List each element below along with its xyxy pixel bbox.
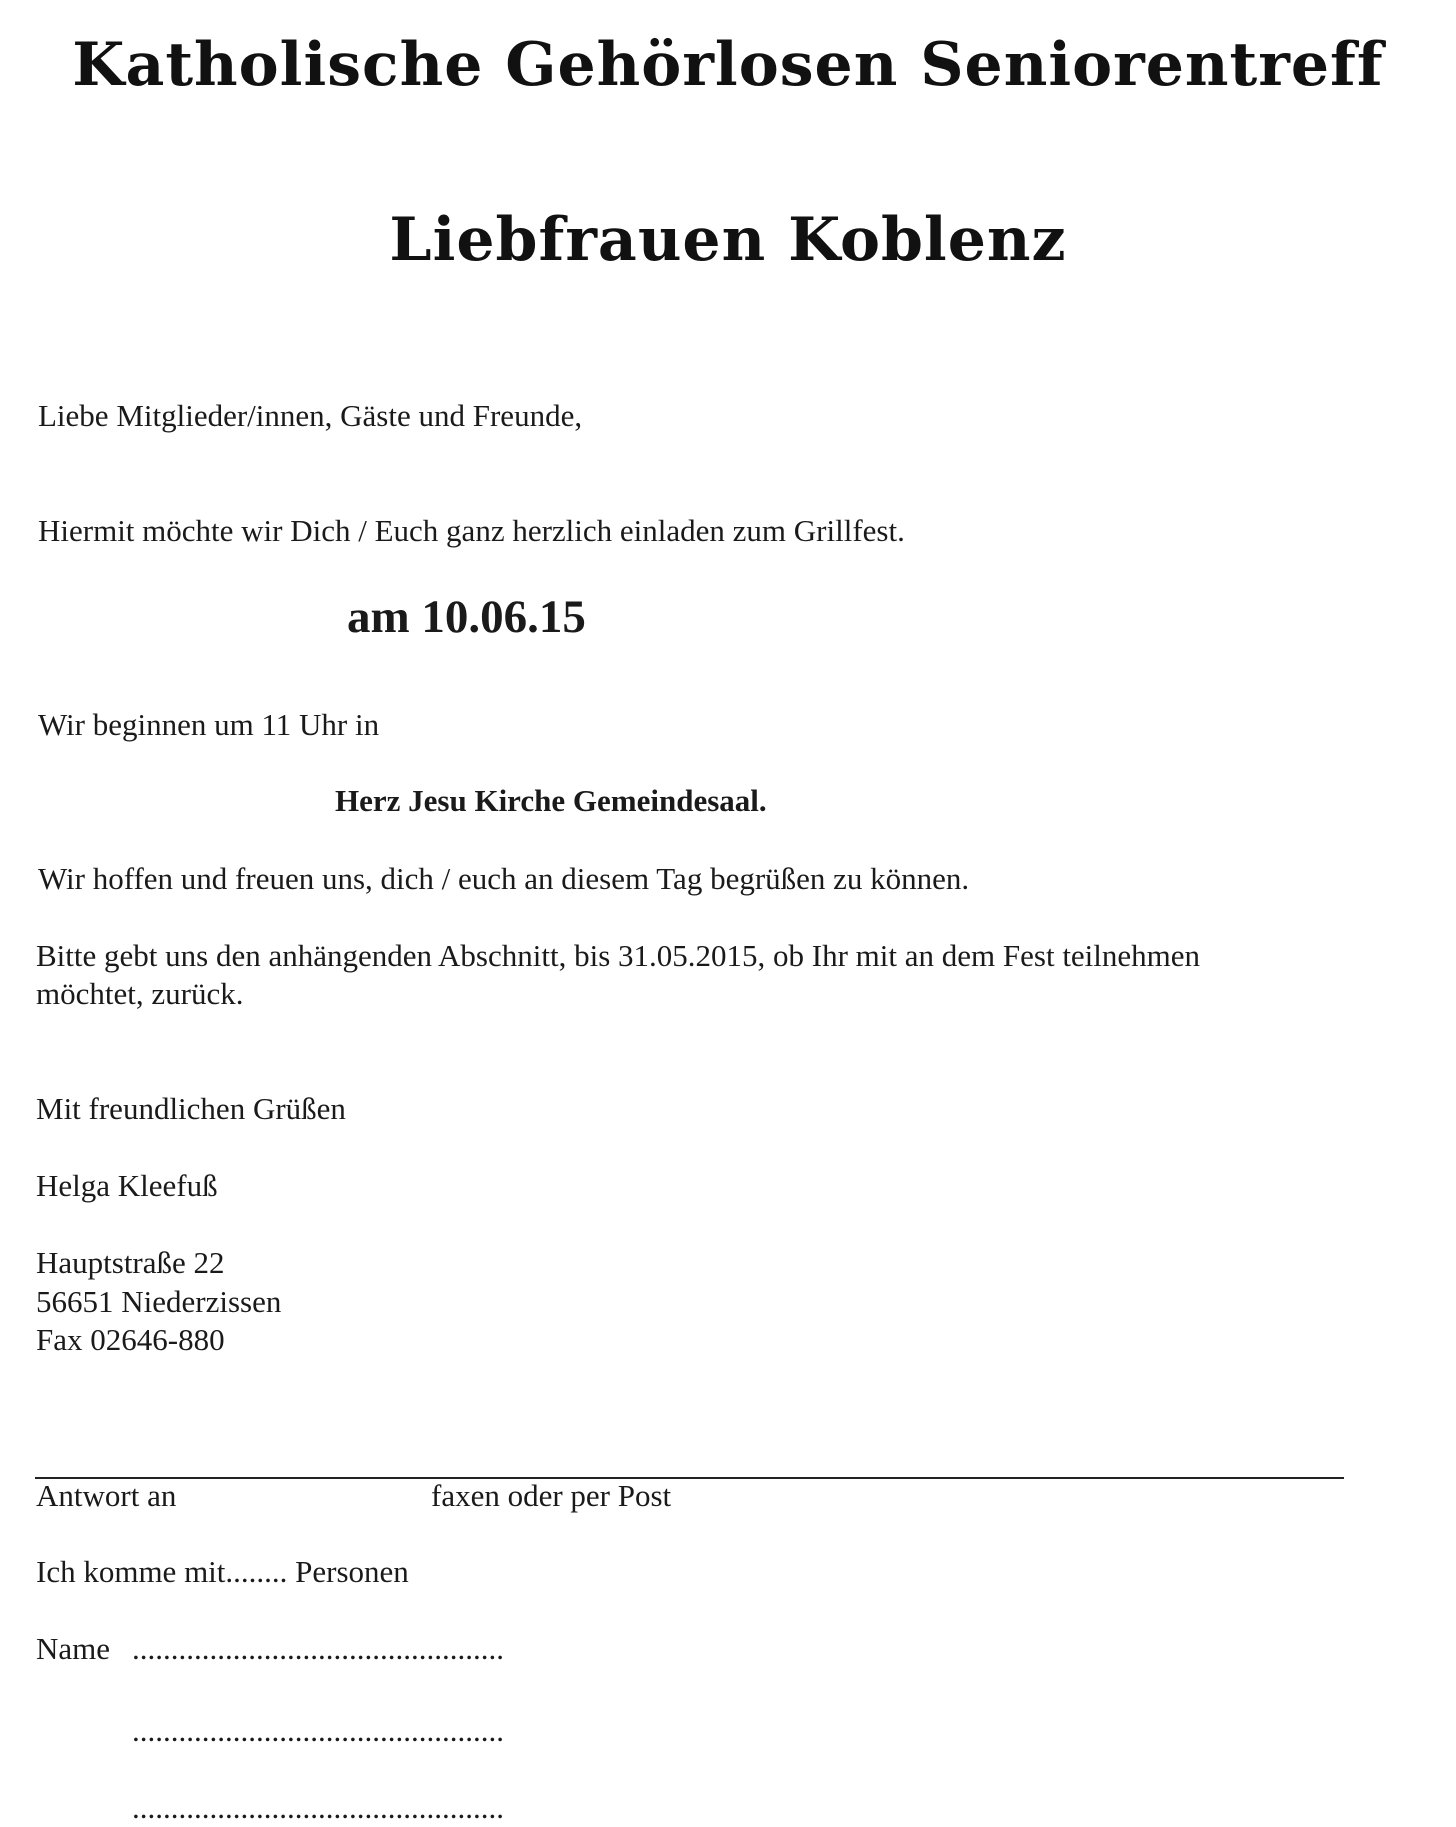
start-time-text: Wir beginnen um 11 Uhr in — [38, 707, 380, 742]
request-text-line1: Bitte gebt uns den anhängenden Abschnitt, bis 31.05.2015, ob Ihr mit an dem Fest teilnehmen — [36, 938, 1201, 973]
name-entry-line[interactable]: ................................................ — [132, 1631, 504, 1666]
reply-method-label: faxen oder per Post — [431, 1478, 672, 1513]
cut-line-divider — [35, 1477, 1344, 1479]
header-title-line2: Liebfrauen Koblenz — [389, 205, 1067, 275]
fax-number: Fax 02646-880 — [36, 1322, 225, 1357]
name-label: Name — [36, 1631, 111, 1666]
address-street: Hauptstraße 22 — [36, 1245, 225, 1280]
venue: Herz Jesu Kirche Gemeindesaal. — [335, 783, 767, 818]
header-title-line1: Katholische Gehörlosen Seniorentreff — [72, 30, 1384, 100]
reply-to-label: Antwort an — [36, 1478, 177, 1513]
invitation-text: Hiermit möchte wir Dich / Euch ganz herzlich einladen zum Grillfest. — [38, 513, 905, 548]
event-date: am 10.06.15 — [347, 591, 586, 643]
request-text-line2: möchtet, zurück. — [36, 976, 244, 1011]
address-city: 56651 Niederzissen — [36, 1284, 282, 1319]
closing: Mit freundlichen Grüßen — [36, 1091, 346, 1126]
extra-entry-line-1[interactable]: ................................................ — [132, 1713, 504, 1748]
attendance-line[interactable]: Ich komme mit........ Personen — [36, 1554, 409, 1589]
extra-entry-line-2[interactable]: ................................................ — [132, 1790, 504, 1825]
sender-name: Helga Kleefuß — [36, 1168, 218, 1203]
hope-text: Wir hoffen und freuen uns, dich / euch an diesem Tag begrüßen zu können. — [38, 861, 970, 896]
salutation: Liebe Mitglieder/innen, Gäste und Freunde, — [38, 398, 583, 433]
